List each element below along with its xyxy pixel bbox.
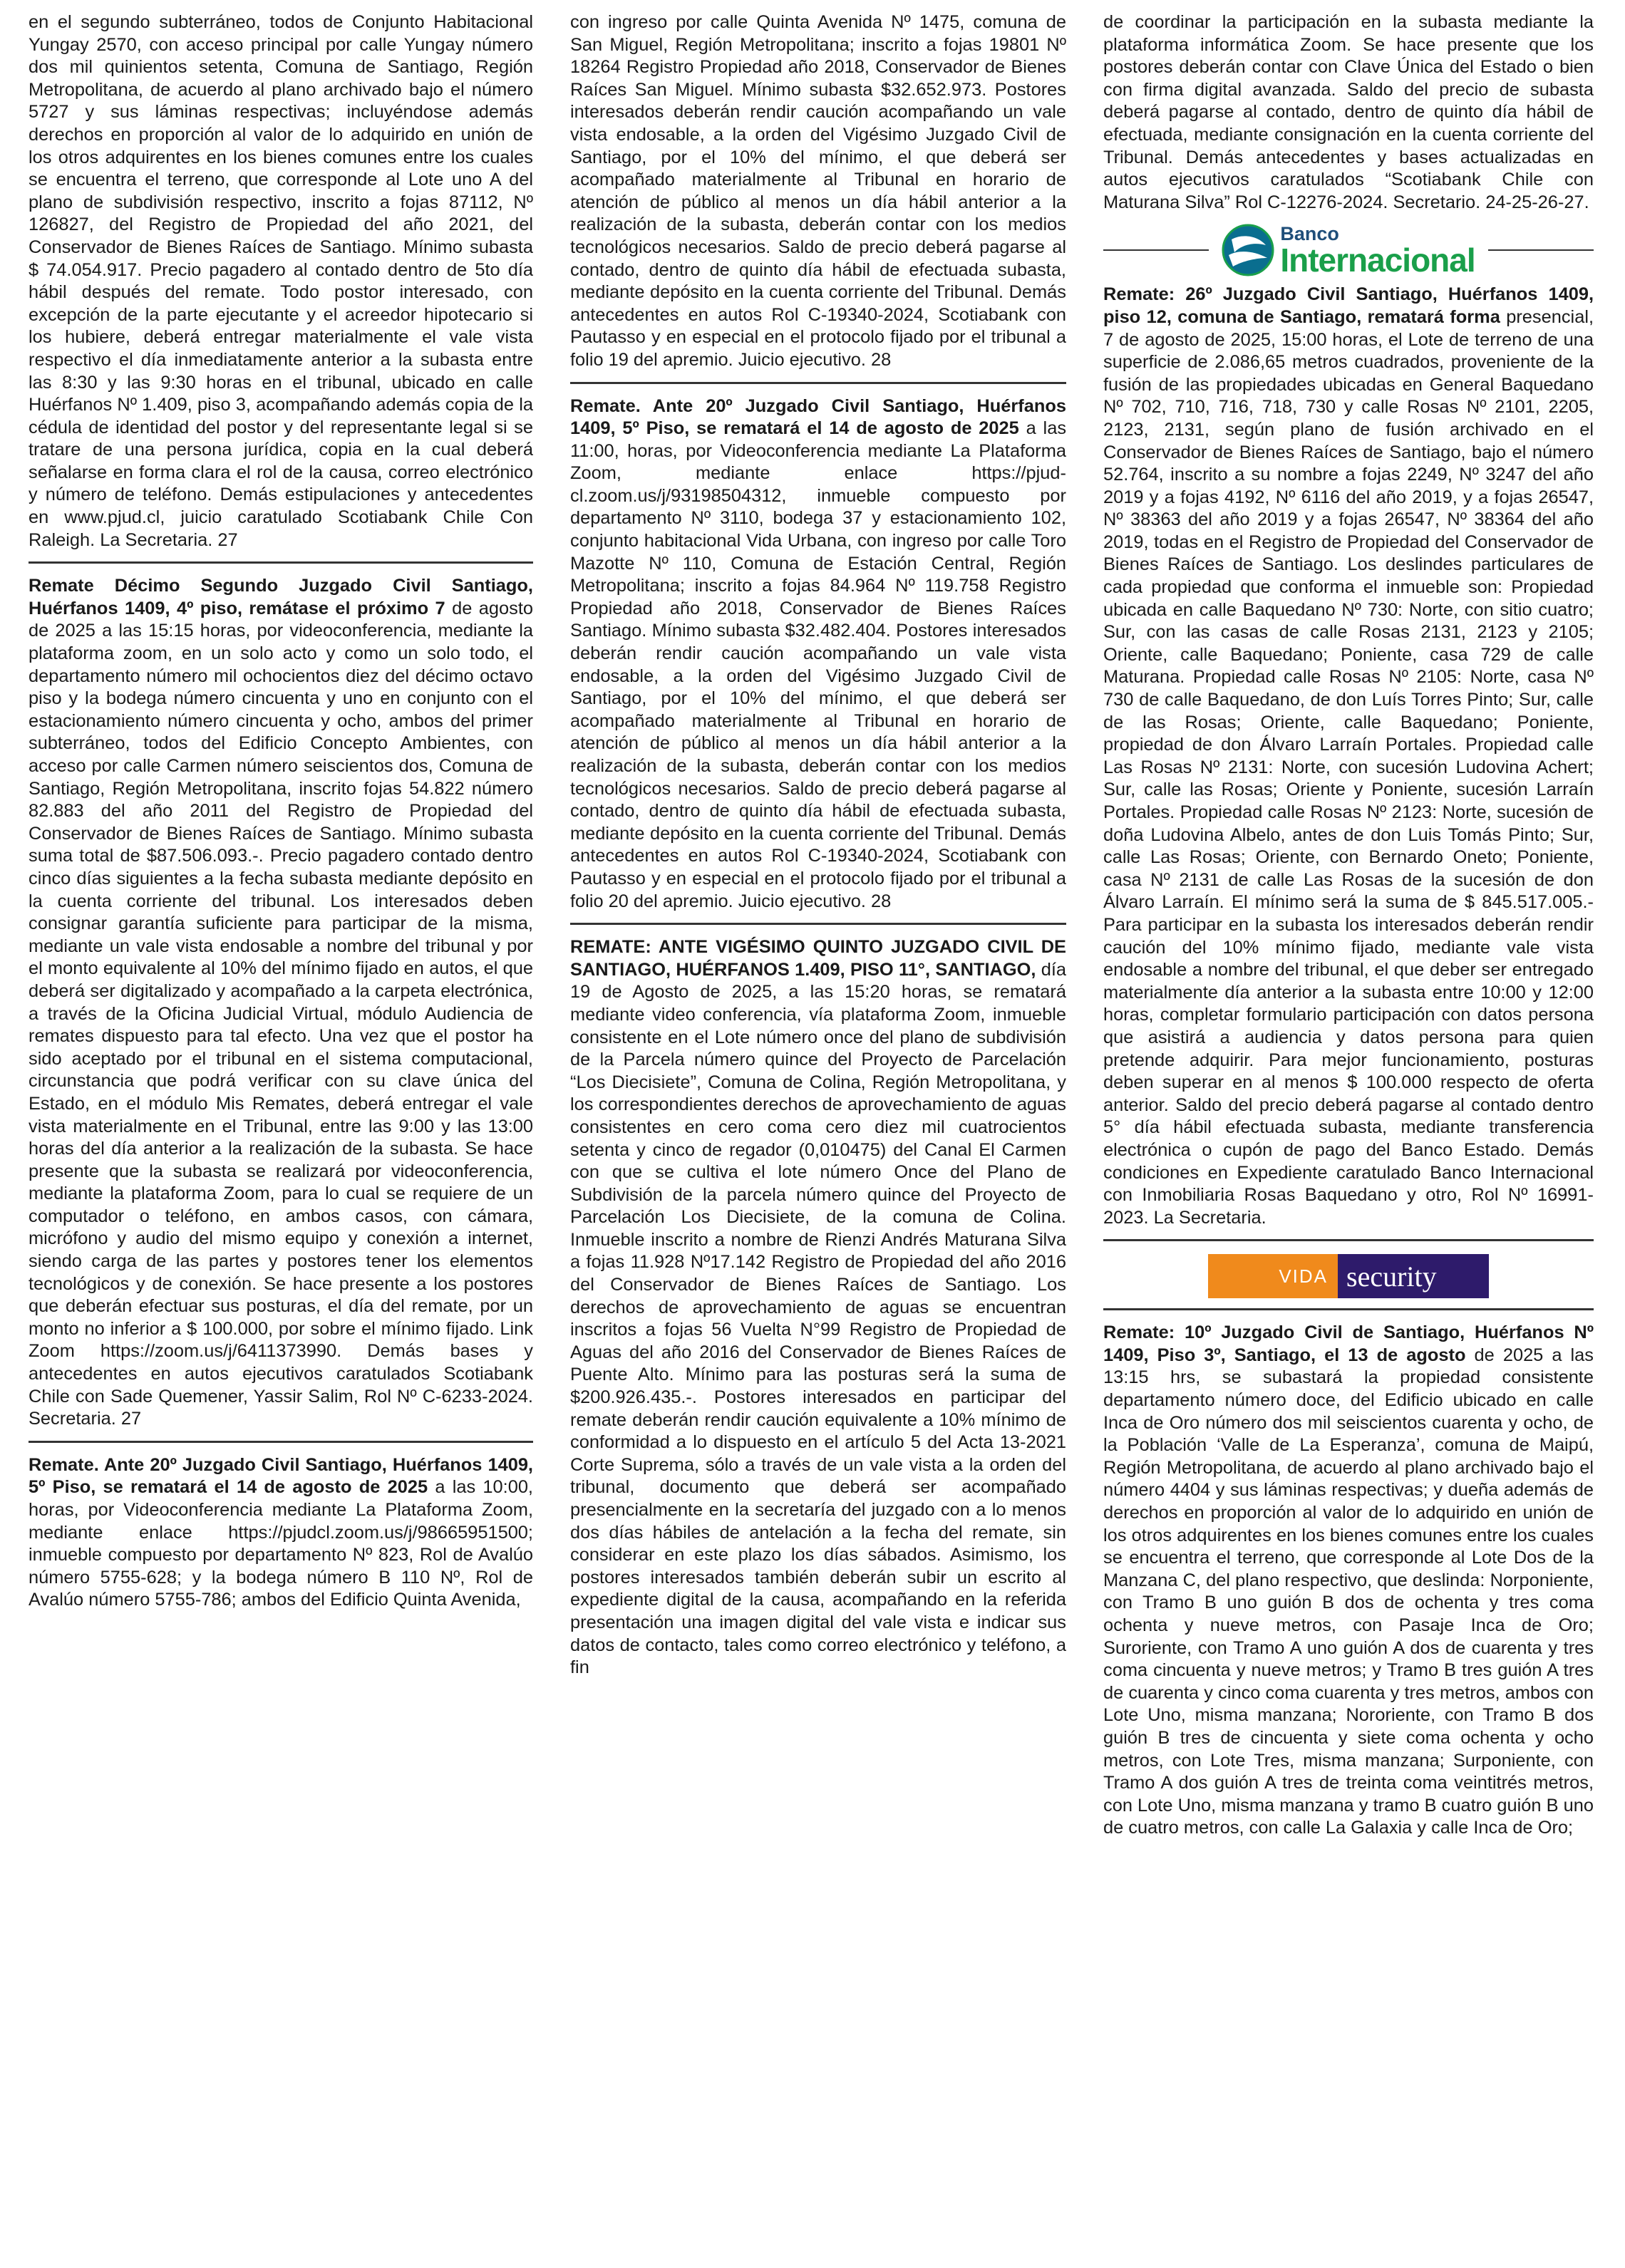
notice-heading: Remate Décimo Segundo Juzgado Civil Santiago, Huérfanos 1409, 4º piso, remátase el próximo 7	[29, 576, 533, 618]
globe-icon	[1222, 224, 1274, 276]
logo-vida: VIDA	[1208, 1254, 1338, 1298]
auction-notice	[29, 575, 533, 1431]
auction-notice	[570, 11, 1066, 372]
vida-security-logo-row	[1103, 1254, 1594, 1298]
divider	[29, 1441, 533, 1443]
column-2	[553, 0, 1086, 2268]
logo-text-big: Internacional	[1280, 241, 1475, 279]
logo-text-small: Banco	[1280, 222, 1339, 244]
auction-notice	[1103, 11, 1594, 214]
divider	[1103, 249, 1209, 251]
divider	[570, 382, 1066, 384]
auction-notice	[570, 936, 1066, 1679]
notice-body: de coordinar la participación en la subasta mediante la plataforma informática Zoom. Se hace presente que los postores deberán contar con Clave Única del Estado o bien con firma digital avanzada. Saldo del precio de subasta deberá pagarse al contado, dentro de quinto día hábil de efectuada, mediante consignación en la cuenta corriente del Tribunal. Demás antecedentes y bases actualizadas en autos ejecutivos caratulados “Scotiabank Chile con Maturana Silva” Rol C-12276-2024. Secretario. 24-25-26-27.	[1103, 12, 1594, 212]
notice-heading: Remate: 10º Juzgado Civil de Santiago, Huérfanos Nº 1409, Piso 3º, Santiago, el 13 de agosto	[1103, 1322, 1594, 1365]
notice-body: a las 10:00, horas, por Videoconferencia mediante La Plataforma Zoom, mediante enlace https://pjudcl.zoom.us/j/98665951500; inmueble compuesto por departamento Nº 823, Rol de Avalúo número 5755-628; y la bodega número B 110 Nº, Rol de Avalúo número 5755-786; ambos del Edificio Quinta Avenida,	[29, 1477, 533, 1610]
banco-internacional-logo-row	[1103, 222, 1594, 279]
notice-heading: REMATE: ANTE VIGÉSIMO QUINTO JUZGADO CIVIL DE SANTIAGO, HUÉRFANOS 1.409, PISO 11°, SANTIAGO,	[570, 937, 1066, 980]
notice-body: día 19 de Agosto de 2025, a las 15:20 horas, se rematará mediante video conferencia, vía plataforma Zoom, inmueble consistente en el Lote número once del plano de subdivisión de la Parcela número quince del Proyecto de Parcelación “Los Diecisiete”, Comuna de Colina, Región Metropolitana, y los correspondientes derechos de aprovechamiento de aguas consistentes en cero coma cero diez mil cuatrocientos setenta y cinco de regador (0,010475) del Canal El Carmen con que se cultiva el lote número Once del Plano de Subdivisión de la parcela número quince del Proyecto de Parcelación Los Diecisiete, de la comuna de Colina. Inmueble inscrito a nombre de Rienzi Andrés Maturana Silva a fojas 11.928 Nº17.142 Registro de Propiedad del año 2016 del Conservador de Bienes Raíces de Santiago. Los derechos de aprovechamiento de aguas se encuentran inscritos a fojas 56 Vuelta N°99 Registro de Propiedad de Aguas del año 2016 del Conservador de Bienes Raíces de Puente Alto. Mínimo para las posturas será la suma de $200.926.435.-. Postores interesados en participar del remate deberán rendir caución equivalente a 10% mínimo de conformidad a lo dispuesto en el artículo 5 del Acta 13-2021 Corte Suprema, sólo a través de un vale vista a la orden del tribunal, documento que deberá ser acompañado presencialmente en la secretaría del juzgado con a lo menos dos días hábiles de antelación a la fecha del remate, sin considerar en este plazo los días sábados. Asimismo, los postores interesados también deberán subir un escrito al expediente digital de la causa, acompañando en la referida presentación una imagen digital del vale vista e indicar sus datos de contacto, tales como correo electrónico y teléfono, a fin	[570, 959, 1066, 1678]
auction-notice	[29, 11, 533, 552]
auction-notice	[570, 395, 1066, 913]
notice-heading: Remate: 26º Juzgado Civil Santiago, Huérfanos 1409, piso 12, comuna de Santiago, rematará forma	[1103, 284, 1594, 327]
notice-heading: Remate. Ante 20º Juzgado Civil Santiago, Huérfanos 1409, 5º Piso, se rematará el 14 de agosto de 2025	[570, 395, 1066, 439]
notice-body: en el segundo subterráneo, todos de Conjunto Habitacional Yungay 2570, con acceso principal por calle Yungay número dos mil quinientos setenta, Comuna de Santiago, Región Metropolitana, de acuerdo al plano archivado bajo el número 5727 y sus láminas respectivas; incluyéndose además derechos en proporción al valor de lo adquirido en unión de los otros adquirentes en los bienes comunes entre los cuales se encuentra el terreno, que corresponde al Lote uno A del plano de subdivisión respectivo, inscrito a fojas 87112, Nº 126827, del Registro de Propiedad del año 2021, del Conservador de Bienes Raíces de Santiago. Mínimo subasta $ 74.054.917. Precio pagadero al contado dentro de 5to día hábil después del remate. Todo postor interesado, con excepción de la parte ejecutante y el acreedor hipotecario si los hubiere, deberá entregar materialmente el vale vista respectivo el día inmediatamente anterior a la subasta entre las 8:30 y las 9:30 horas en el tribunal, ubicado en calle Huérfanos Nº 1.409, piso 3, acompañando además copia de la cédula de identidad del postor y del representante legal si se tratare de una persona jurídica, copia en la cual deberá señalarse en forma clara el rol de la causa, correo electrónico y número de teléfono. Demás estipulaciones y antecedentes en www.pjud.cl, juicio caratulado Scotiabank Chile Con Raleigh. La Secretaria. 27	[29, 12, 533, 550]
logo-security: security	[1338, 1254, 1489, 1298]
auction-notice	[29, 1454, 533, 1612]
vida-security-logo	[1208, 1254, 1489, 1298]
notice-heading: Remate. Ante 20º Juzgado Civil Santiago, Huérfanos 1409, 5º Piso, se rematará el 14 de agosto de 2025	[29, 1454, 533, 1498]
notice-body: de agosto de 2025 a las 15:15 horas, por videoconferencia, mediante la plataforma zoom, en un solo acto y como un solo todo, el departamento número mil ochocientos diez del décimo octavo piso y la bodega número cincuenta y uno en conjunto con el estacionamiento número cincuenta y ocho, ambos del primer subterráneo, todos del Edificio Concepto Ambientes, con acceso por calle Carmen número seiscientos dos, Comuna de Santiago, Región Metropolitana, inscrito fojas 54.822 número 82.883 del año 2011 del Registro de Propiedad del Conservador de Bienes Raíces de Santiago. Mínimo subasta suma total de $87.506.093.-. Precio pagadero contado dentro cinco días siguientes a la fecha subasta mediante depósito en la cuenta corriente del tribunal. Los interesados deben consignar garantía suficiente para participar de la misma, mediante un vale vista endosable a nombre del tribunal y por el monto equivalente al 10% del mínimo fijado en autos, el que deberá ser digitalizado y acompañado a la carpeta electrónica, a través de la Oficina Judicial Virtual, módulo Audiencia de remates dispuesto para tal efecto. Una vez que el postor ha sido aceptado por el tribunal en el sistema computacional, circunstancia que podrá verificar con su clave única del Estado, en el módulo Mis Remates, deberá entregar el vale vista materialmente en el Tribunal, entre las 9:00 y las 13:00 horas del día anterior a la realización de la subasta. Se hace presente que la subasta se realizará por videoconferencia, mediante la plataforma Zoom, para lo cual se requiere de un computador o teléfono, en ambos casos, con cámara, micrófono y audio del mismo equipo y conexión a internet, siendo carga de las partes y postores tener los elementos tecnológicos y de conexión. Se hace presente a los postores que deberán efectuar sus posturas, el día del remate, por un monto no inferior a $ 100.000, por sobre el mínimo fijado. Link Zoom https://zoom.us/j/6411373990. Demás bases y antecedentes en autos ejecutivos caratulados Scotiabank Chile con Sade Quemener, Yassir Salim, Rol Nº C-6233-2024. Secretaria. 27	[29, 598, 533, 1429]
divider	[29, 561, 533, 564]
notice-body: de 2025 a las 13:15 hrs, se subastará la propiedad consistente departamento número doce, del Edificio ubicado en calle Inca de Oro número dos mil seiscientos cuarenta y ocho, de la Población ‘Valle de La Esperanza’, comuna de Maipú, Región Metropolitana, de acuerdo al plano archivado bajo el número 4404 y sus láminas respectivas; y dueña además de derechos en proporción al valor de lo adquirido en unión de los otros adquirentes en los bienes comunes entre los cuales se encuentra el terreno, que corresponde al Lote Dos de la Manzana C, del plano respectivo, que deslinda: Norponiente, con Tramo B uno guión B dos de ochenta y tres coma ochenta y nueve metros, con Pasaje Inca de Oro; Suroriente, con Tramo A uno guión A dos de cuarenta y tres coma cincuenta y nueve metros; y Tramo B tres guión A tres de cuarenta y cinco coma cuarenta y tres metros, ambos con Lote Uno, misma manzana; Nororiente, con Tramo B dos guión B tres de cincuenta y siete coma ochenta y ocho metros, con Lote Tres, misma manzana; Surponiente, con Tramo A dos guión A tres de treinta coma veintitrés metros, con Lote Uno, misma manzana y tramo B cuatro guión B uno de cuatro metros, con calle La Galaxia y calle Inca de Oro;	[1103, 1345, 1594, 1838]
notice-body: a las 11:00, horas, por Videoconferencia mediante La Plataforma Zoom, mediante enlace https://pjud-cl.zoom.us/j/93198504312, inmueble compuesto por departamento Nº 3110, bodega 37 y estacionamiento 102, conjunto habitacional Vida Urbana, con ingreso por calle Toro Mazotte Nº 110, Comuna de Estación Central, Región Metropolitana; inscrito a fojas 84.964 Nº 119.758 Registro Propiedad año 2018, Conservador de Bienes Raíces Santiago. Mínimo subasta $32.482.404. Postores interesados deberán rendir caución acompañando un vale vista endosable, a la orden del Vigésimo Juzgado Civil de Santiago, por el 10% del mínimo, el que deberá ser acompañado materialmente al Tribunal en horario de atención de público al menos un día hábil anterior a la realización de la subasta, deberán contar con los medios tecnológicos necesarios. Saldo de precio deberá pagarse al contado, dentro de quinto día hábil de efectuada subasta, mediante depósito en la cuenta corriente del Tribunal. Demás antecedentes en autos Rol C-19340-2024, Scotiabank con Pautasso y en especial en el protocolo fijado por el tribunal a folio 20 del apremio. Juicio ejecutivo. 28	[570, 418, 1067, 911]
auction-notice	[1103, 1322, 1594, 1840]
auction-notice	[1103, 284, 1594, 1229]
banco-internacional-logo	[1209, 222, 1487, 279]
column-3	[1086, 0, 1625, 2268]
divider	[1103, 1308, 1594, 1310]
notice-body: con ingreso por calle Quinta Avenida Nº 1475, comuna de San Miguel, Región Metropolitana; inscrito a fojas 19801 Nº 18264 Registro Propiedad año 2018, Conservador de Bienes Raíces San Miguel. Mínimo subasta $32.652.973. Postores interesados deberán rendir caución acompañando un vale vista endosable, a la orden del Vigésimo Juzgado Civil de Santiago, por el 10% del mínimo, el que deberá ser acompañado materialmente al Tribunal en horario de atención de público al menos un día hábil anterior a la realización de la subasta, deberán contar con los medios tecnológicos necesarios. Saldo de precio deberá pagarse al contado, dentro de quinto día hábil de efectuada subasta, mediante depósito en la cuenta corriente del Tribunal. Demás antecedentes en autos Rol C-19340-2024, Scotiabank con Pautasso y en especial en el protocolo fijado por el tribunal a folio 19 del apremio. Juicio ejecutivo. 28	[570, 12, 1066, 370]
divider	[1488, 249, 1594, 251]
column-1	[0, 0, 553, 2268]
divider	[570, 923, 1066, 925]
divider	[1103, 1239, 1594, 1241]
notice-body: presencial, 7 de agosto de 2025, 15:00 horas, el Lote de terreno de una superficie de 2.086,65 metros cuadrados, proveniente de la fusión de las propiedades ubicadas en General Baquedano Nº 702, 710, 716, 718, 730 y calle Rosas Nº 2101, 2205, 2123, 2131, según plano de fusión archivado en el Conservador de Bienes Raíces de Santiago, bajo el número 52.764, inscrito a su nombre a fojas 2249, Nº 3247 del año 2019 y a fojas 4192, Nº 6116 del año 2019, y a fojas 26547, Nº 38363 del año 2019 y a fojas 26547, Nº 38364 del año 2019, todas en el Registro de Propiedad del Conservador de Bienes Raíces de Santiago. Los deslindes particulares de cada propiedad que conforma el inmueble son: Propiedad ubicada en calle Baquedano Nº 730: Norte, con sitio cuatro; Sur, con las casas de calle Rosas 2131, 2123 y 2105; Oriente, calle Baquedano; Poniente, casa 729 de calle Maturana. Propiedad calle Rosas Nº 2105: Norte, casa Nº 730 de calle Baquedano, de don Luís Torres Pinto; Sur, calle de las Rosas; Oriente, calle Baquedano; Poniente, propiedad de don Álvaro Larraín Portales. Propiedad calle Las Rosas Nº 2131: Norte, con sucesión Ludovina Achert; Sur, calle las Rosas; Oriente y Poniente, sucesión Larraín Portales. Propiedad calle Rosas Nº 2123: Norte, sucesión de doña Ludovina Albelo, antes de don Luis Tomás Pinto; Sur, calle Las Rosas; Oriente, con Bernardo Oneto; Poniente, casa Nº 2131 de calle Las Rosas de la sucesión de don Álvaro Larraín. El mínimo será la suma de $ 845.517.005.- Para participar en la subasta los interesados deberán rendir caución del 10% mínimo fijado, mediante vale vista endosable a nombre del tribunal, el que deber ser entregado materialmente día anterior a la subasta entre 10:00 y 12:00 horas, completar formulario participación con datos persona que asistirá a audiencia y datos persona para quien pretende adquirir. Para mejor funcionamiento, posturas deben superar en al menos $ 100.000 respecto de oferta anterior. Saldo del precio deberá pagarse al contado dentro 5° día hábil efectuada subasta, mediante transferencia electrónica o cupón de pago del Banco Estado. Demás condiciones en Expediente caratulado Banco Internacional con Inmobiliaria Rosas Baquedano y otro, Rol Nº 16991-2023. La Secretaria.	[1103, 306, 1594, 1228]
